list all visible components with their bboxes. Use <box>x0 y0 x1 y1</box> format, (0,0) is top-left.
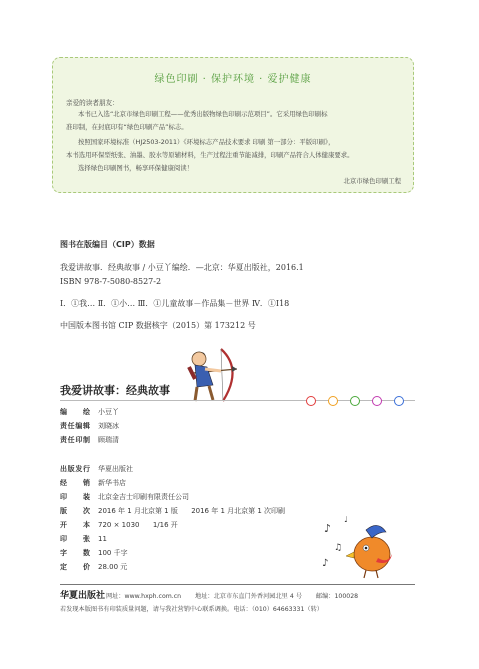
pub-row-sheets <box>60 534 107 544</box>
credit-value: 顾瑞清 <box>98 436 119 444</box>
book-title: 我爱讲故事：经典故事 <box>60 384 170 397</box>
footer-postcode: 邮编：100028 <box>315 593 359 600</box>
pub-label: 字数 <box>60 549 90 557</box>
pub-value: 720 × 1030 1/16 开 <box>98 521 178 529</box>
green-notice-salutation: 亲爱的读者朋友： <box>66 99 119 107</box>
footer-divider <box>60 584 415 585</box>
pub-row-word-count <box>60 548 128 558</box>
pub-label: 经销 <box>60 479 90 487</box>
pub-label: 版次 <box>60 507 90 515</box>
green-notice-paragraph: 按照国家环境标准（HJ2503-2011）《环境标志产品技术要求 印刷 第一部分：平版印刷》， <box>78 138 335 146</box>
green-notice-title: 绿色印刷 · 保护环境 · 爱护健康 <box>154 74 312 85</box>
pub-row-edition <box>60 506 285 516</box>
pub-value: 2016 年 1 月北京第 1 版 2016 年 1 月北京第 1 次印刷 <box>98 507 286 515</box>
decor-circle-orange <box>328 396 338 406</box>
cip-record-number: 中国版本图书馆 CIP 数据核字（2015）第 173212 号 <box>60 321 256 330</box>
svg-text:♫: ♫ <box>334 543 343 553</box>
pub-value: 华夏出版社 <box>98 465 133 473</box>
svg-text:♩: ♩ <box>344 515 348 524</box>
green-notice-paragraph: 本书选用环保型纸张、油墨、胶水等原辅材料，生产过程注重节能减排，印刷产品符合人体健康要求。 <box>66 151 354 159</box>
credit-label: 编绘 <box>60 408 90 416</box>
svg-text:♪: ♪ <box>322 558 329 569</box>
pub-label: 印张 <box>60 535 90 543</box>
green-notice-paragraph: 本书已入选“北京市绿色印刷工程——优秀出版物绿色印刷示范项目”。它采用绿色印刷标 <box>78 110 328 118</box>
green-notice-paragraph: 准印制，在封底印有“绿色印刷产品”标志。 <box>66 123 188 131</box>
pub-label: 开本 <box>60 521 90 529</box>
pub-row-price <box>60 562 127 572</box>
credit-row-illustrator <box>60 407 119 417</box>
archer-illustration <box>183 345 245 407</box>
credit-row-editor <box>60 421 119 431</box>
pub-value: 100 千字 <box>98 549 128 557</box>
pub-row-printer <box>60 492 189 502</box>
pub-value: 11 <box>98 535 107 543</box>
decor-circle-green <box>350 396 360 406</box>
pub-row-publisher <box>60 464 133 474</box>
pub-label: 印装 <box>60 493 90 501</box>
decor-circle-red <box>306 396 316 406</box>
credit-label: 责任编辑 <box>60 422 90 430</box>
cip-line: 我爱讲故事．经典故事 / 小豆丫编绘．—北京：华夏出版社，2016.1 <box>60 263 304 272</box>
footer-publisher: 华夏出版社 <box>60 591 106 601</box>
pub-row-distributor <box>60 478 126 488</box>
pub-label: 出版发行 <box>60 465 90 473</box>
credit-row-print-manager <box>60 435 119 445</box>
svg-text:♪: ♪ <box>324 522 332 535</box>
cip-heading: 图书在版编目（CIP）数据 <box>60 240 155 249</box>
cip-isbn: ISBN 978-7-5080-8527-2 <box>60 277 162 286</box>
green-notice-paragraph: 选择绿色印刷图书，畅享环保健康阅读！ <box>78 164 194 172</box>
footer-website: 网址：www.hxph.com.cn <box>106 593 182 600</box>
title-divider <box>60 400 415 401</box>
pub-value: 北京金吉士印刷有限责任公司 <box>98 493 189 501</box>
footer-note: 若发现本版图书有印装质量问题，请与我社营销中心联系调换。电话：（010）64663331（转） <box>60 606 323 613</box>
credit-value: 小豆丫 <box>98 408 119 416</box>
pub-value: 新华书店 <box>98 479 126 487</box>
cip-classification: Ⅰ．①我… Ⅱ．①小… Ⅲ．①儿童故事－作品集－世界 Ⅳ．①I18 <box>60 299 290 308</box>
green-printing-notice <box>52 57 414 193</box>
pub-row-format <box>60 520 178 530</box>
footer-contact <box>106 591 372 600</box>
credit-value: 刘晓冰 <box>98 422 119 430</box>
green-notice-signature: 北京市绿色印刷工程 <box>343 177 401 185</box>
footer-address: 地址：北京市东直门外香河园北里 4 号 <box>195 593 302 600</box>
pub-label: 定价 <box>60 563 90 571</box>
pub-value: 28.00 元 <box>98 563 128 571</box>
credit-label: 责任印制 <box>60 436 90 444</box>
decor-circle-blue <box>394 396 404 406</box>
singing-bird-illustration <box>320 510 400 582</box>
decor-circle-purple <box>372 396 382 406</box>
